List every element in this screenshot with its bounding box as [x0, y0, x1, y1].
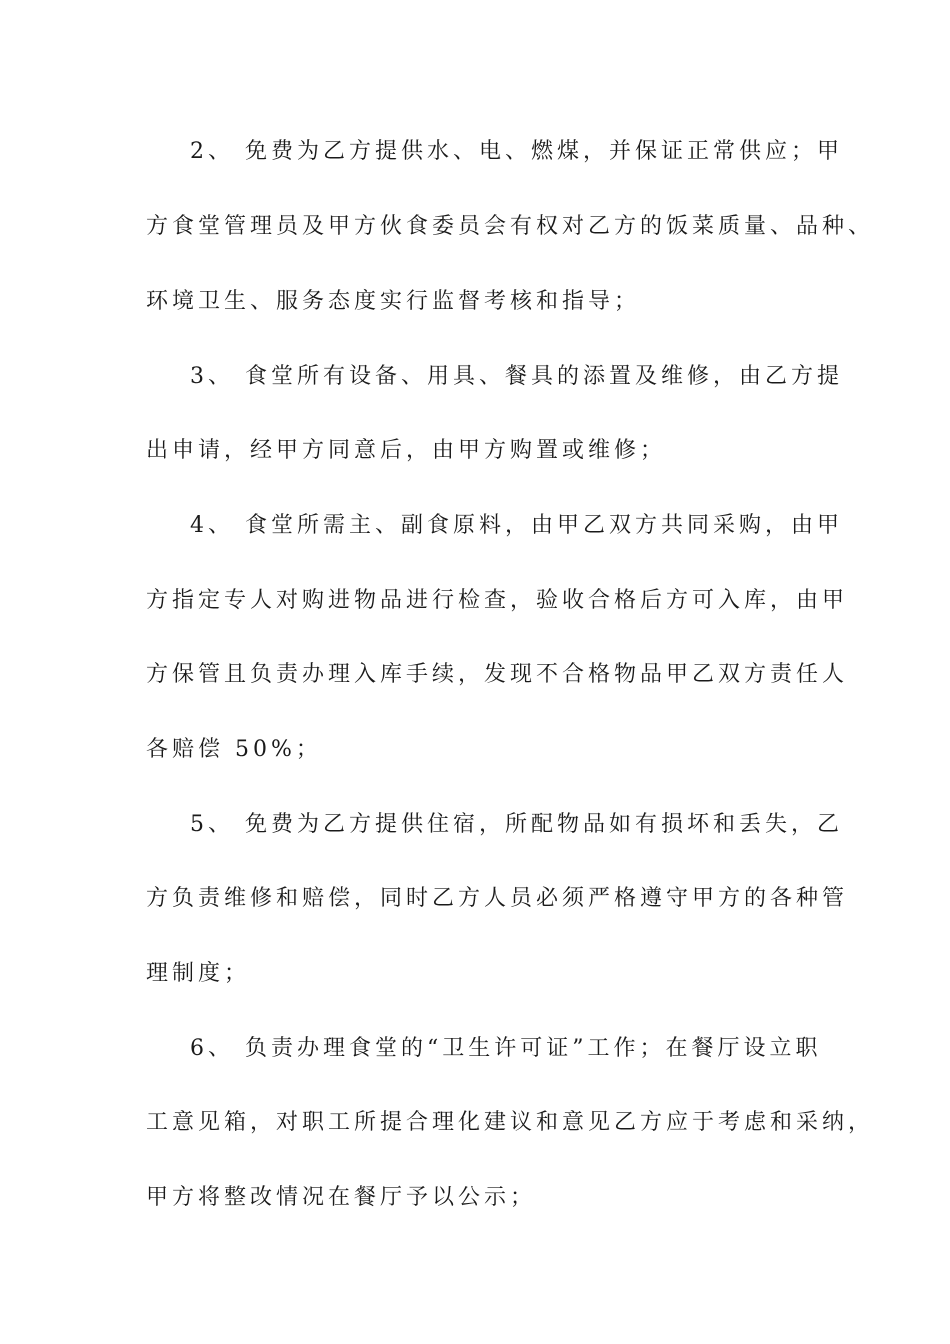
clause-5-line-1: 5、 免费为乙方提供住宿，所配物品如有损坏和丢失，乙: [190, 812, 843, 837]
clause-6-line-3: 甲方将整改情况在餐厅予以公示；: [146, 1185, 537, 1210]
clause-2-line-1: 2、 免费为乙方提供水、电、燃煤，并保证正常供应；甲: [190, 139, 843, 164]
clause-2-line-3: 环境卫生、服务态度实行监督考核和指导；: [146, 289, 641, 314]
clause-6-line-1: 6、 负责办理食堂的“卫生许可证”工作；在餐厅设立职: [190, 1036, 822, 1061]
clause-4-line-1: 4、 食堂所需主、副食原料，由甲乙双方共同采购，由甲: [190, 513, 843, 538]
clause-4-line-3: 方保管且负责办理入库手续，发现不合格物品甲乙双方责任人: [146, 662, 849, 687]
clause-4-line-2: 方指定专人对购进物品进行检查，验收合格后方可入库，由甲: [146, 588, 849, 613]
clause-4-line-4: 各赔偿 50%；: [146, 737, 322, 762]
clause-5-line-3: 理制度；: [146, 961, 251, 986]
clause-2-line-2: 方食堂管理员及甲方伙食委员会有权对乙方的饭菜质量、品种、: [146, 214, 875, 239]
clause-3-line-1: 3、 食堂所有设备、用具、餐具的添置及维修，由乙方提: [190, 364, 843, 389]
clause-3-line-2: 出申请，经甲方同意后，由甲方购置或维修；: [146, 438, 667, 463]
clause-6-line-2: 工意见箱，对职工所提合理化建议和意见乙方应于考虑和采纳，: [146, 1110, 875, 1135]
clause-5-line-2: 方负责维修和赔偿，同时乙方人员必须严格遵守甲方的各种管: [146, 886, 849, 911]
